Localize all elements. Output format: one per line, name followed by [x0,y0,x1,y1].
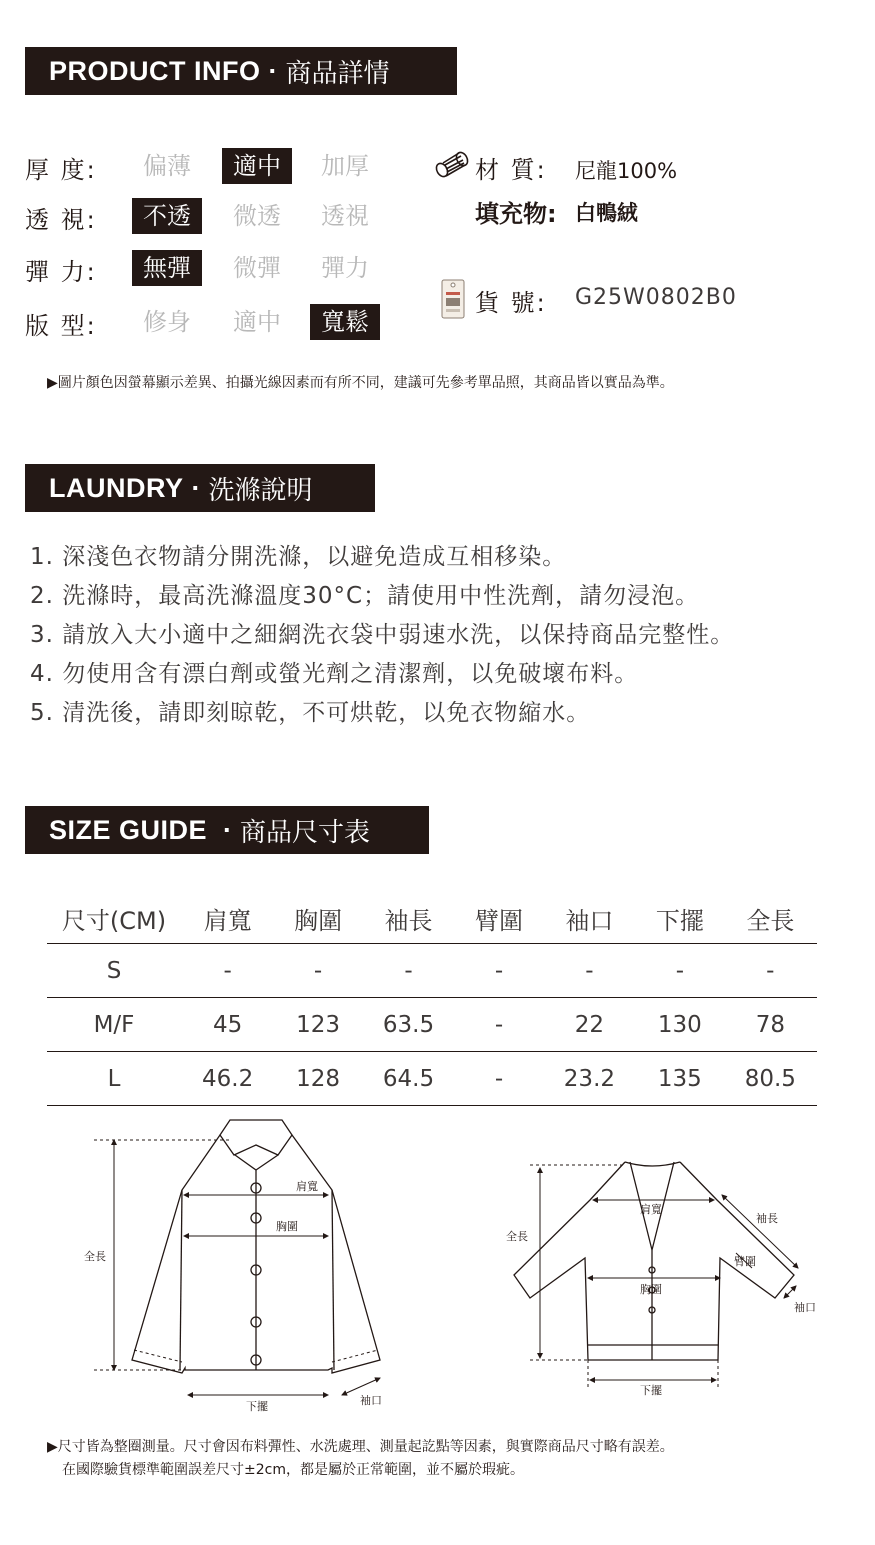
attribute-option: 彈力 [321,254,369,282]
table-cell: - [636,944,724,998]
table-cell: - [181,944,274,998]
laundry-item: 2. 洗滌時，最高洗滌溫度30°C；請使用中性洗劑，請勿浸泡。 [30,583,700,609]
sleeve-label: 袖長 [756,1212,778,1225]
thread-spool-icon [434,150,472,180]
column-header: 全長 [724,893,817,944]
length-label: 全長 [506,1230,528,1243]
attribute-label: 版 型: [25,312,97,340]
attribute-option: 不透 [132,198,202,234]
size-guide-header [25,806,429,854]
product-info-title-en: PRODUCT INFO [49,55,261,86]
table-cell: M/F [47,998,181,1052]
cardigan-measurement-diagram [500,1150,830,1410]
attribute-option: 偏薄 [143,152,191,180]
table-cell: 135 [636,1052,724,1106]
filling-label: 填充物: [475,200,557,228]
attribute-option: 適中 [233,308,281,336]
hem-label: 下擺 [246,1400,268,1413]
table-cell: 45 [181,998,274,1052]
column-header: 下擺 [636,893,724,944]
table-cell: - [543,944,636,998]
table-cell: 128 [274,1052,362,1106]
attribute-option: 加厚 [321,152,369,180]
attribute-option: 修身 [143,308,191,336]
hem-label: 下擺 [640,1384,662,1397]
cuff-label: 袖口 [360,1394,382,1407]
header-separator: · [268,55,278,86]
table-cell: L [47,1052,181,1106]
material-label: 材 質: [475,156,547,184]
table-cell: 64.5 [362,1052,455,1106]
chest-label: 胸圍 [640,1283,662,1296]
table-cell: 46.2 [181,1052,274,1106]
size-guide-title-en: SIZE GUIDE [49,814,208,845]
size-disclaimer-line2: 在國際驗貨標準範圍誤差尺寸±2cm，都是屬於正常範圍，並不屬於瑕疵。 [62,1462,524,1478]
material-value: 尼龍100% [575,159,678,183]
table-cell: - [455,1052,543,1106]
table-cell: 80.5 [724,1052,817,1106]
table-cell: 123 [274,998,362,1052]
header-separator: · [191,472,201,503]
attribute-label: 厚 度: [25,156,97,184]
attribute-label: 透 視: [25,206,97,234]
table-cell: - [724,944,817,998]
laundry-header [25,464,375,512]
laundry-item: 3. 請放入大小適中之細網洗衣袋中弱速水洗，以保持商品完整性。 [30,622,735,648]
column-header: 肩寬 [181,893,274,944]
table-row [47,1052,817,1106]
attribute-option: 適中 [222,148,292,184]
shoulder-label: 肩寬 [640,1203,662,1216]
product-info-header [25,47,457,95]
column-header: 袖口 [543,893,636,944]
size-guide-title-zh: 商品尺寸表 [240,817,371,848]
table-cell: - [274,944,362,998]
attribute-option: 微透 [233,202,281,230]
chest-label: 胸圍 [276,1220,298,1233]
attribute-option: 寬鬆 [310,304,380,340]
column-header: 臂圍 [455,893,543,944]
length-label: 全長 [84,1250,106,1263]
size-disclaimer-line1: ▶尺寸皆為整圈測量。尺寸會因布料彈性、水洗處理、測量起訖點等因素，與實際商品尺寸略有誤差。 [47,1439,674,1455]
hang-tag-icon [440,276,466,320]
laundry-item: 5. 清洗後，請即刻晾乾，不可烘乾，以免衣物縮水。 [30,700,591,726]
table-cell: - [362,944,455,998]
laundry-item: 1. 深淺色衣物請分開洗滌，以避免造成互相移染。 [30,544,567,570]
table-cell: S [47,944,181,998]
laundry-list [30,538,734,733]
product-info-title-zh: 商品詳情 [285,58,390,89]
filling-value: 白鴨絨 [575,201,638,225]
table-cell: - [455,944,543,998]
table-cell: 63.5 [362,998,455,1052]
attribute-label: 彈 力: [25,258,97,286]
table-cell: 22 [543,998,636,1052]
attribute-option: 透視 [321,202,369,230]
laundry-title-en: LAUNDRY [49,472,184,503]
column-header: 胸圍 [274,893,362,944]
sku-value: G25W0802B0 [575,285,737,310]
sku-label: 貨 號: [475,289,547,317]
size-table [47,893,817,1106]
table-row [47,998,817,1052]
cuff-label: 袖口 [794,1301,816,1314]
size-table-header-row [47,893,817,944]
shoulder-label: 肩寬 [296,1180,318,1193]
table-cell: 23.2 [543,1052,636,1106]
table-cell: 78 [724,998,817,1052]
table-cell: 130 [636,998,724,1052]
laundry-title-zh: 洗滌說明 [208,475,313,506]
column-header: 尺寸(CM) [47,893,181,944]
attribute-option: 無彈 [132,250,202,286]
table-row [47,944,817,998]
table-cell: - [455,998,543,1052]
header-separator: · [223,814,233,845]
attribute-option: 微彈 [233,254,281,282]
column-header: 袖長 [362,893,455,944]
laundry-item: 4. 勿使用含有漂白劑或螢光劑之清潔劑，以免破壞布料。 [30,661,639,687]
color-disclaimer: ▶圖片顏色因螢幕顯示差異、拍攝光線因素而有所不同，建議可先參考單品照，其商品皆以實品為準。 [47,375,674,391]
arm-label: 臂圍 [734,1255,756,1268]
jacket-measurement-diagram [70,1110,410,1420]
